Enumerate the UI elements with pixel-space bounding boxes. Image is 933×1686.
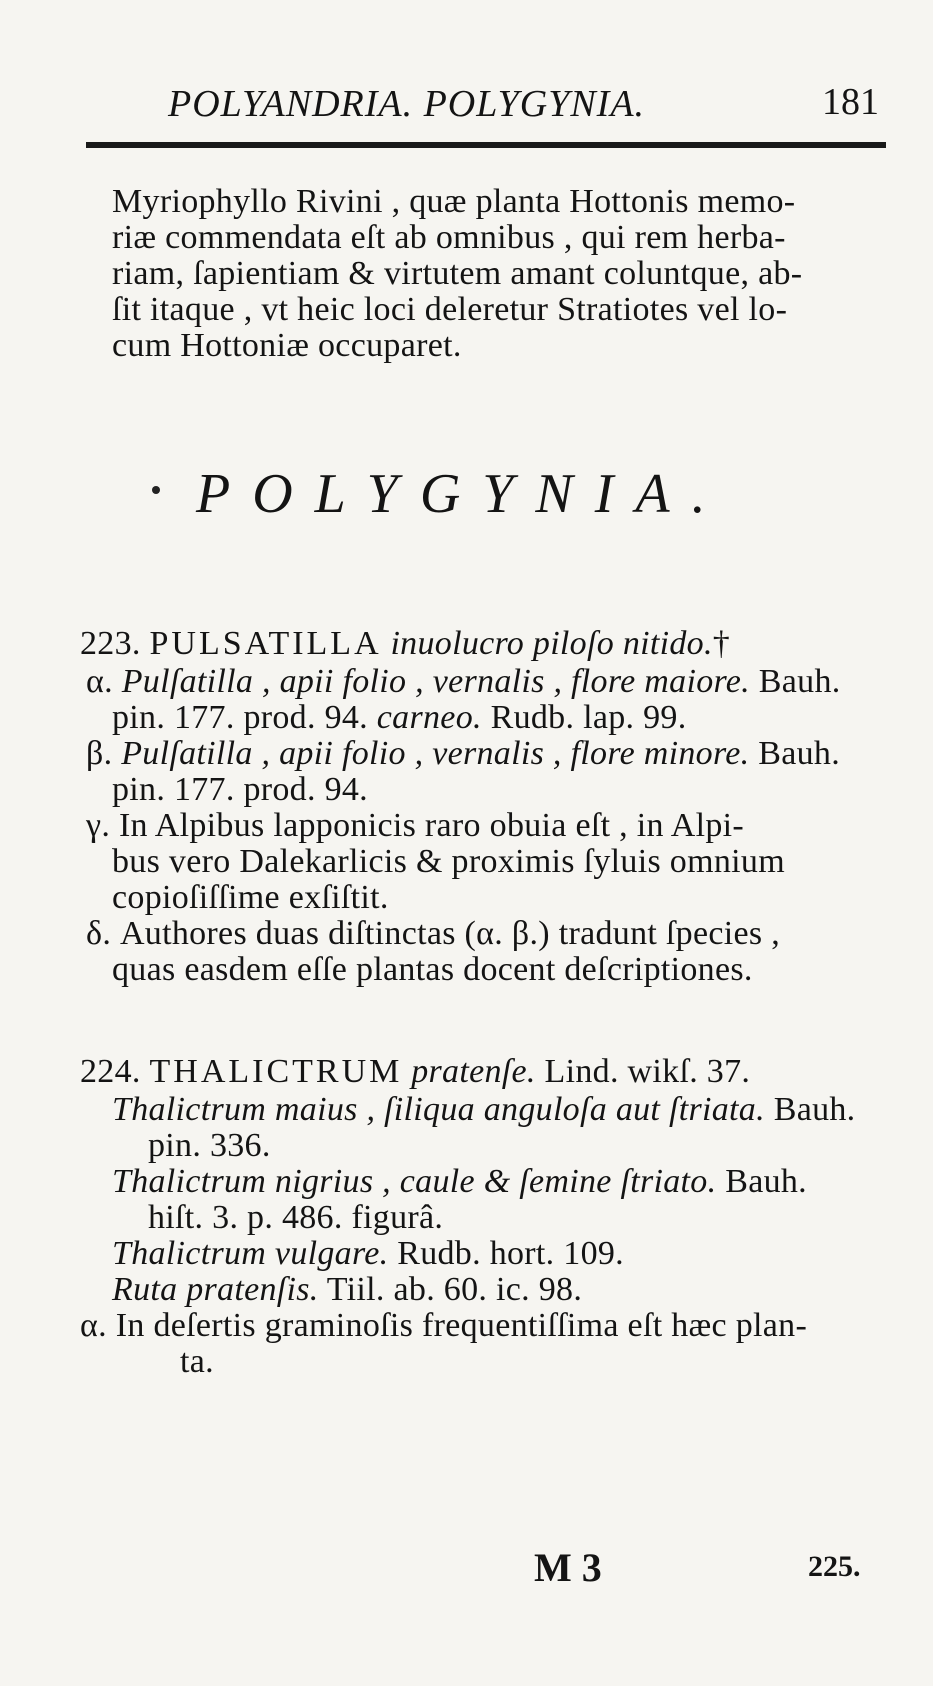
reference: Lind. wikſ. 37. (544, 1053, 751, 1090)
species-name: pratenſe. (411, 1053, 536, 1090)
note-delta (86, 914, 780, 954)
entry-223-heading (80, 624, 730, 664)
ornament-dot (152, 486, 160, 494)
synonym-author: Bauh. (725, 1163, 807, 1200)
dagger-mark: † (712, 625, 731, 662)
running-header: POLYANDRIA. POLYGYNIA. (168, 83, 646, 125)
synonym-1 (112, 1090, 856, 1130)
synonym-3 (112, 1234, 624, 1274)
intro-line: Myriophyllo Rivini , quæ planta Hottonis memo- (112, 183, 796, 220)
variety-marker: α. (86, 663, 113, 700)
synonym-italic: Ruta pratenſis. (112, 1271, 319, 1308)
entry-224-heading (80, 1052, 750, 1092)
intro-line: riæ commendata eſt ab omnibus , qui rem herba- (112, 219, 786, 256)
note-text: copioſiſſime exſiſtit. (112, 879, 389, 916)
variety-beta (86, 734, 840, 774)
variety-alpha (86, 662, 841, 702)
intro-line: cum Hottoniæ occuparet. (112, 327, 462, 364)
synonym-italic: Thalictrum vulgare. (112, 1235, 389, 1272)
genus-name: THALICTRUM (149, 1053, 403, 1090)
note-text: bus vero Dalekarlicis & proximis ſyluis omnium (112, 843, 785, 880)
note-text: Authores duas diſtinctas (α. β.) tradunt ſpecies , (119, 915, 781, 952)
synonym-italic: Thalictrum maius , ſiliqua anguloſa aut ſtriata. (112, 1091, 765, 1128)
intro-line: ſit itaque , vt heic loci deleretur Stratiotes vel lo- (112, 291, 788, 328)
note-marker: α. (80, 1307, 107, 1344)
header-rule (86, 142, 886, 148)
note-marker: γ. (86, 807, 111, 844)
synonym-2 (112, 1162, 807, 1202)
synonym-1-ref: pin. 336. (148, 1127, 271, 1164)
variety-marker: β. (86, 735, 113, 772)
note-marker: δ. (86, 915, 112, 952)
reference: Tiil. ab. 60. ic. 98. (326, 1271, 583, 1308)
synonym-italic: Pulſatilla , apii folio , vernalis , flore maiore. (121, 663, 750, 700)
reference: Rudb. hort. 109. (397, 1235, 624, 1272)
note-gamma (86, 806, 744, 846)
reference-italic: carneo. (376, 699, 482, 736)
page-number: 181 (822, 81, 879, 123)
synonym-author: Bauh. (773, 1091, 856, 1128)
reference: Rudb. lap. 99. (490, 699, 687, 736)
note-text: In deſertis graminoſis frequentiſſima eſt hæc plan- (115, 1307, 808, 1344)
diagnosis: inuolucro piloſo nitido. (390, 625, 713, 662)
reference: pin. 177. prod. 94. (112, 699, 368, 736)
genus-name: PULSATILLA (149, 625, 382, 662)
section-title: POLYGYNIA. (196, 463, 728, 525)
variety-beta-ref: pin. 177. prod. 94. (112, 771, 368, 808)
synonym-italic: Thalictrum nigrius , caule & ſemine ſtriato. (112, 1163, 717, 1200)
variety-alpha-ref (112, 698, 687, 738)
intro-line: riam, ſapientiam & virtutem amant coluntque, ab- (112, 255, 803, 292)
entry-number: 224. (80, 1053, 141, 1090)
synonym-4 (112, 1270, 582, 1310)
note-text: quas easdem eſſe plantas docent deſcriptiones. (112, 951, 753, 988)
entry-number: 223. (80, 625, 141, 662)
synonym-2-ref: hiſt. 3. p. 486. figurâ. (148, 1199, 444, 1236)
note-alpha (80, 1306, 807, 1346)
catchword: 225. (808, 1550, 861, 1583)
note-text: ta. (180, 1343, 214, 1380)
synonym-author: Bauh. (758, 663, 841, 700)
synonym-italic: Pulſatilla , apii folio , vernalis , flore minore. (121, 735, 750, 772)
synonym-author: Bauh. (758, 735, 841, 772)
signature-mark: M 3 (534, 1545, 602, 1590)
note-text: In Alpibus lapponicis raro obuia eſt , in Alpi- (118, 807, 745, 844)
